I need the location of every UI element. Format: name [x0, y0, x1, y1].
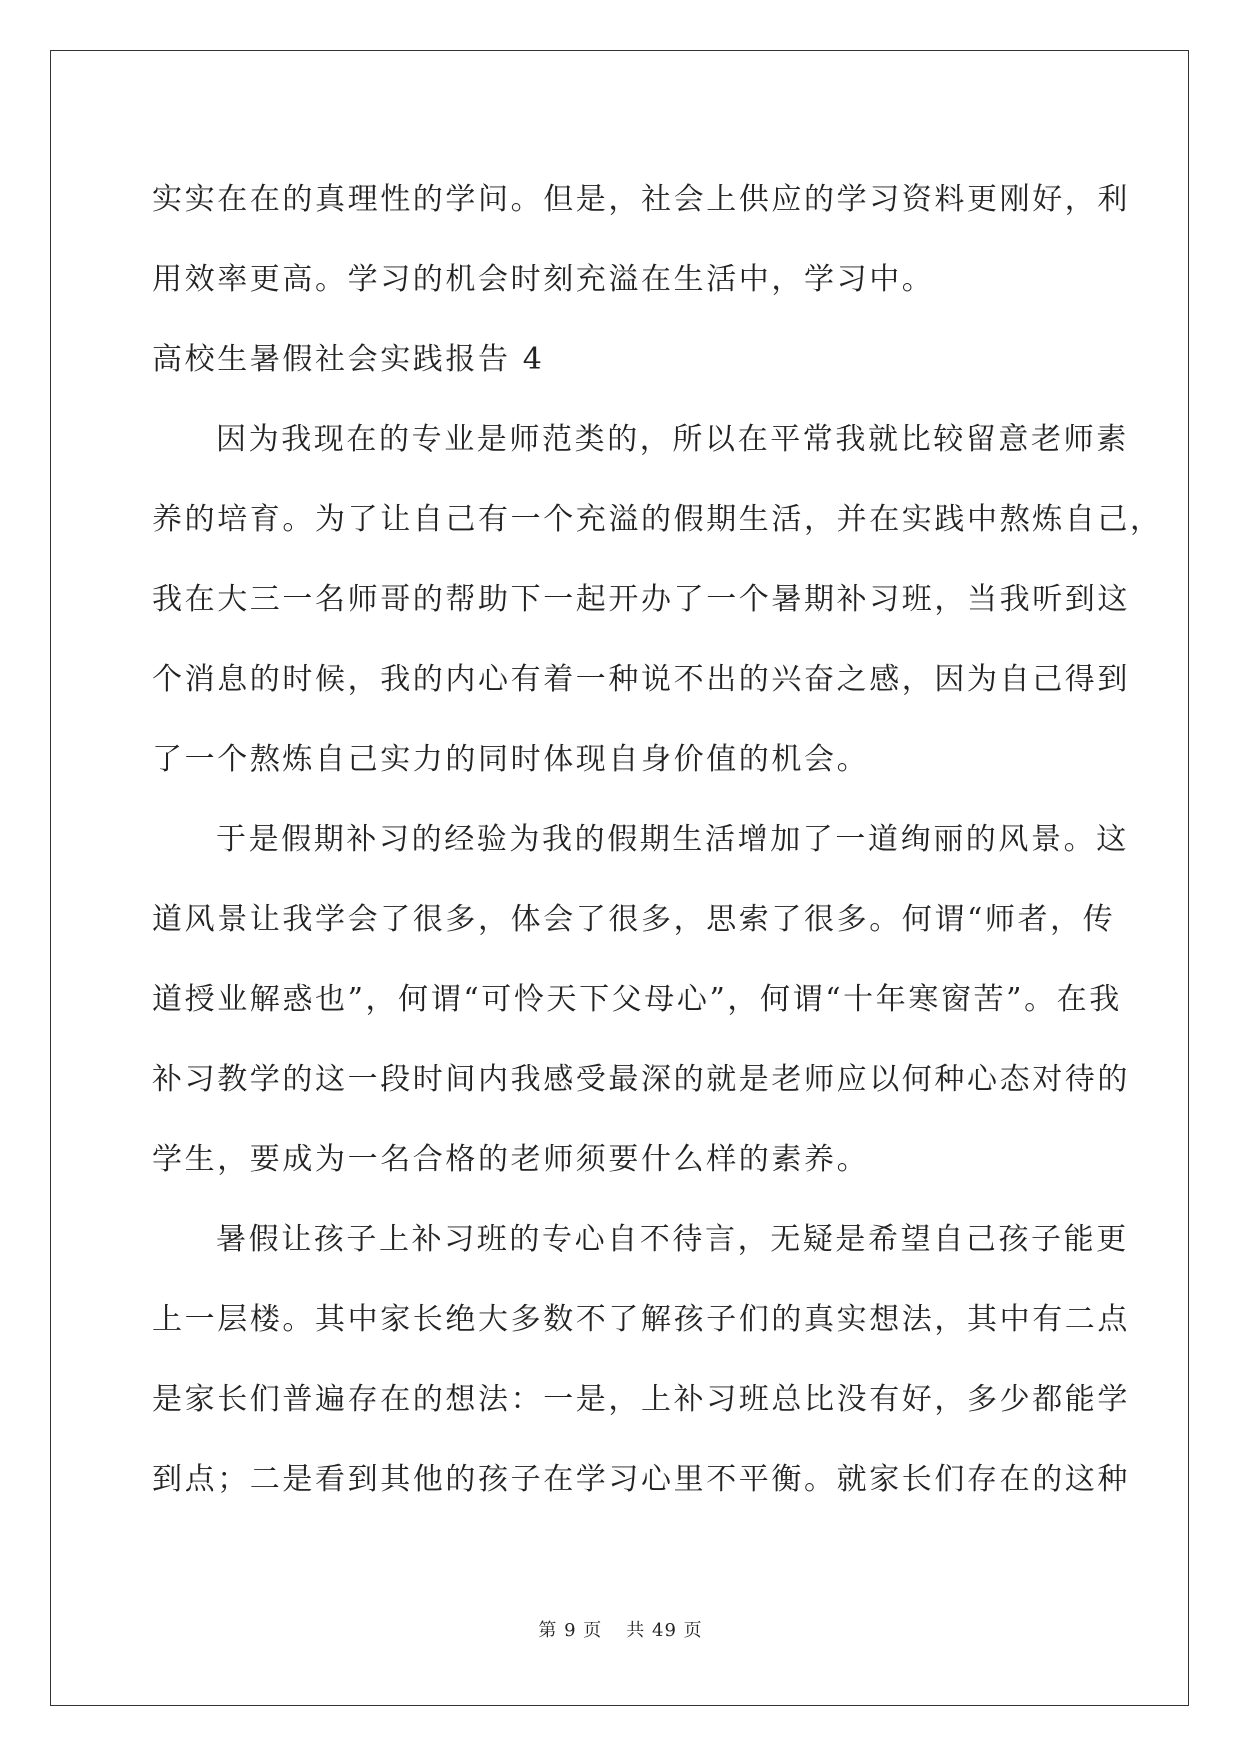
text-line: 是家长们普遍存在的想法：一是，上补习班总比没有好，多少都能学	[152, 1382, 1130, 1417]
text-line: 道授业解惑也”，何谓“可怜天下父母心”，何谓“十年寒窗苦”。在我	[152, 982, 1122, 1017]
text-line: 了一个熬炼自己实力的同时体现自身价值的机会。	[152, 742, 870, 777]
text-line: 学生，要成为一名合格的老师须要什么样的素养。	[152, 1142, 870, 1177]
text-line: 道风景让我学会了很多，体会了很多，思索了很多。何谓“师者，传	[152, 902, 1116, 937]
page-number: 第 9 页	[538, 1620, 603, 1641]
total-pages: 共 49 页	[626, 1620, 703, 1641]
text-line: 我在大三一名师哥的帮助下一起开办了一个暑期补习班，当我听到这	[152, 582, 1130, 617]
paragraph-start-line: 暑假让孩子上补习班的专心自不待言，无疑是希望自己孩子能更	[216, 1222, 1129, 1257]
page-footer	[0, 1616, 1241, 1642]
text-line: 养的培育。为了让自己有一个充溢的假期生活，并在实践中熬炼自己，	[152, 502, 1163, 537]
text-line: 实实在在的真理性的学问。但是，社会上供应的学习资料更刚好，利	[152, 182, 1130, 217]
text-line: 补习教学的这一段时间内我感受最深的就是老师应以何种心态对待的	[152, 1062, 1130, 1097]
section-heading: 高校生暑假社会实践报告 4	[152, 342, 545, 377]
text-line: 用效率更高。学习的机会时刻充溢在生活中，学习中。	[152, 262, 935, 297]
document-body	[152, 160, 1163, 1520]
text-line: 上一层楼。其中家长绝大多数不了解孩子们的真实想法，其中有二点	[152, 1302, 1130, 1337]
text-line: 个消息的时候，我的内心有着一种说不出的兴奋之感，因为自己得到	[152, 662, 1130, 697]
paragraph-start-line: 于是假期补习的经验为我的假期生活增加了一道绚丽的风景。这	[216, 822, 1129, 857]
paragraph-start-line: 因为我现在的专业是师范类的，所以在平常我就比较留意老师素	[216, 422, 1129, 457]
text-line: 到点；二是看到其他的孩子在学习心里不平衡。就家长们存在的这种	[152, 1462, 1130, 1497]
